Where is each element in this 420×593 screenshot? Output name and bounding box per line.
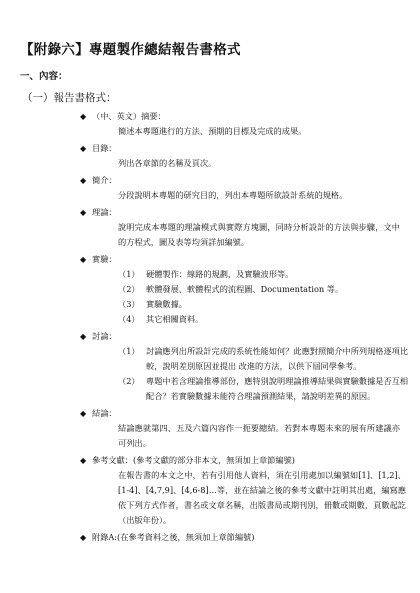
item-body: 簡述本專題進行的方法、預期的目標及完成的成果。 <box>118 126 307 136</box>
sublist-item: （4） 其它相關資料。 <box>118 314 204 324</box>
item-heading: 附錄A:(在參考資料之後，無須加上章節編號) <box>92 532 255 542</box>
sublist-item: （2） 專題中若含理論推導部份，應特別說明理論推導結果與實驗數據是否互相配合？若實驗數據未能符合理論預測結果，請說明差異的原因。 <box>118 376 409 401</box>
diamond-bullet-icon: ◆ <box>80 533 87 542</box>
item-heading: 簡介： <box>92 175 117 185</box>
experiment-sublist <box>80 267 410 327</box>
item-body: 列出各章節的名稱及頁次。 <box>118 158 217 168</box>
list-item-discussion <box>80 329 410 404</box>
item-heading: 理論： <box>92 207 117 217</box>
diamond-bullet-icon: ◆ <box>80 112 87 121</box>
list-item-references <box>80 453 410 528</box>
format-item-list <box>80 109 410 547</box>
item-heading: （中、英文）摘要： <box>92 111 166 121</box>
section-heading: 一、內容： <box>20 71 68 82</box>
sublist-item: （1） 硬體製作：線路的規劃，及實驗波形等。 <box>118 269 294 279</box>
sublist-item: （1） 討論應列出所設計完成的系統性能如何？此應對照簡介中所列規格逐項比較，說明差別原因並提出 改進的方法，以供下屆同學參考。 <box>118 346 409 371</box>
item-heading: 討論： <box>92 331 117 341</box>
diamond-bullet-icon: ◆ <box>80 255 87 264</box>
diamond-bullet-icon: ◆ <box>80 176 87 185</box>
list-item-appendix <box>80 530 410 545</box>
list-item-conclusion <box>80 406 410 451</box>
item-heading: 結論： <box>92 408 117 418</box>
item-heading: 目錄： <box>92 143 117 153</box>
sublist-item: （2） 軟體發展、軟體程式的流程圖、Documentation 等。 <box>118 284 344 294</box>
diamond-bullet-icon: ◆ <box>80 409 87 418</box>
list-item-experiment <box>80 252 410 327</box>
diamond-bullet-icon: ◆ <box>80 208 87 217</box>
diamond-bullet-icon: ◆ <box>80 456 87 465</box>
item-body: 結論應就第四、五及六篇內容作一扼要總結。若對本專題未來的展有所建議亦可列出。 <box>118 423 400 448</box>
document-title: 【附錄六】專題製作總結報告書格式 <box>20 42 241 58</box>
item-heading: 參考文獻：(參考文獻的部分非本文，無須加上章節編號) <box>92 455 295 465</box>
subsection-heading: （一）報告書格式： <box>22 92 117 104</box>
item-body: 在報告書的本文之中，若有引用他人資料，須在引用處加以編號如[1]、[1,2]、[1-4]、[4,7,9]、[4,6-8]…等，並在結論之後的參考文獻中註明其出處，編寫應依下列方式作者，書名或文章名稱，出版書局或期刊別，冊數或期數，頁數起訖（出版年份）。 <box>118 470 406 525</box>
list-item-theory <box>80 205 410 250</box>
diamond-bullet-icon: ◆ <box>80 332 87 341</box>
item-heading: 實驗： <box>92 254 117 264</box>
item-body: 說明完成本專題的理論模式與實際方塊圖，同時分析設計的方法與步驟，文中的方程式，圖及表等均須詳加編號。 <box>118 222 400 247</box>
diamond-bullet-icon: ◆ <box>80 144 87 153</box>
list-item-abstract <box>80 109 410 139</box>
sublist-item: （3） 實驗數據。 <box>118 299 187 309</box>
item-body: 分段說明本專題的研究目的，列出本專題所欲設計系統的規格。 <box>118 190 348 200</box>
list-item-intro <box>80 173 410 203</box>
list-item-toc <box>80 141 410 171</box>
discussion-sublist <box>80 344 410 404</box>
